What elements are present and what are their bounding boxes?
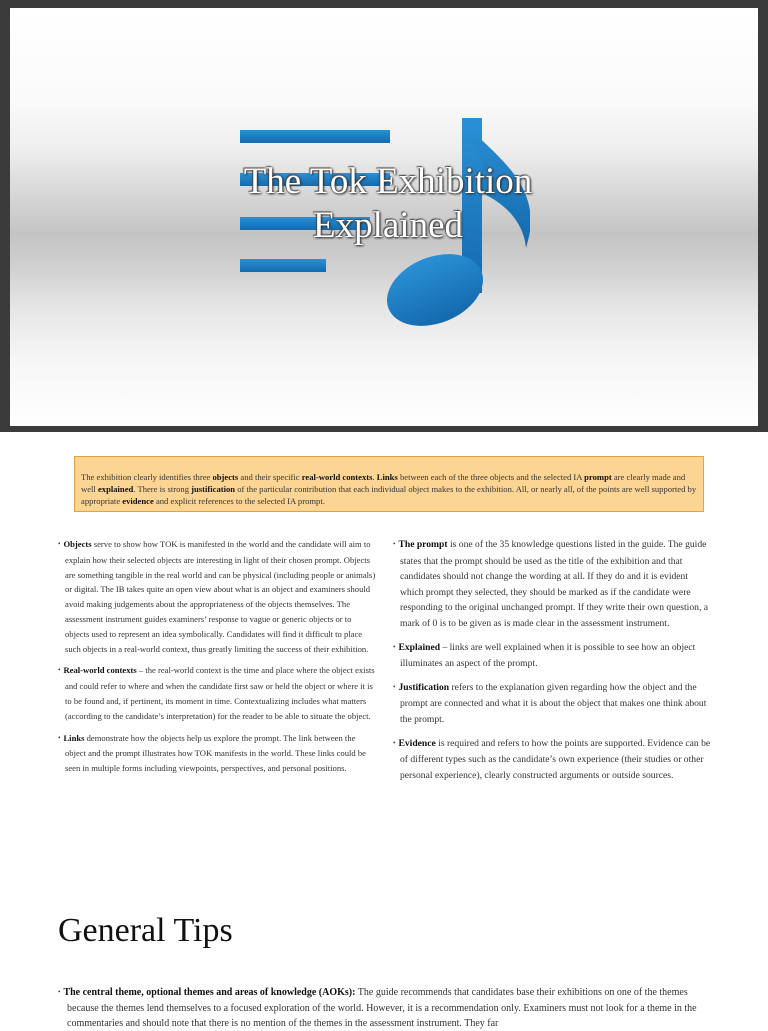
- general-tips-list: [58, 985, 718, 1031]
- summary-keyword-prompt: prompt: [584, 472, 612, 482]
- right-definitions-column: [393, 537, 713, 791]
- definition-term: Real-world contexts: [63, 665, 137, 676]
- definition-item-links: [58, 731, 376, 776]
- bullet-icon: •: [58, 988, 61, 996]
- bullet-icon: •: [393, 738, 396, 747]
- bullet-icon: •: [393, 682, 396, 691]
- summary-text: .: [372, 472, 377, 482]
- summary-text: are clearly made and well: [81, 472, 686, 494]
- definition-item-real-world-contexts: [58, 663, 376, 723]
- summary-keyword-explained: explained: [97, 484, 134, 494]
- left-definitions-column: [58, 537, 376, 783]
- definition-term: Links: [63, 732, 85, 743]
- bullet-icon: •: [58, 540, 61, 548]
- summary-keyword-links: Links: [376, 472, 398, 482]
- summary-text: of the particular contribution that each individual object makes to the exhibition. All, or nearly all, of the points are well supported by appropriate: [81, 484, 697, 506]
- bullet-icon: •: [393, 540, 396, 548]
- slide-title-line-1: The Tok Exhibition: [243, 161, 533, 202]
- summary-keyword-evidence: evidence: [122, 496, 154, 506]
- slide-title-line-2: Explained: [312, 205, 463, 246]
- summary-keyword-contexts: real-world contexts: [301, 472, 373, 482]
- definition-item-justification: [393, 680, 713, 728]
- summary-text: and their specific: [238, 472, 302, 482]
- tip-item-themes: [58, 985, 718, 1031]
- definition-item-prompt: [393, 537, 713, 632]
- bullet-icon: •: [58, 733, 61, 742]
- bullet-icon: •: [58, 666, 61, 675]
- summary-keyword-objects: objects: [212, 472, 239, 482]
- definition-item-objects: [58, 537, 376, 656]
- summary-text: and explicit references to the selected IA prompt.: [153, 496, 325, 506]
- definition-text: – links are well explained when it is possible to see how an object illuminates an aspect of the prompt.: [400, 641, 696, 670]
- summary-text: The exhibition clearly identifies three: [81, 472, 213, 482]
- assessment-summary-box: [74, 456, 704, 512]
- tip-text: The guide recommends that candidates base their exhibitions on one of the themes because the themes lend themselves to a focused exploration of the world. However, it is a recommendation only. Examiners must not look for a theme in the commentaries and should note that there is no mention of the themes in the assessment instrument. They far: [67, 987, 697, 1029]
- definition-text: is one of the 35 knowledge questions listed in the guide. The guide states that the prompt should be used as the title of the exhibition and that candidates should not change the wording at all. If they do and it is evident which prompt they selected, they should be marked as if the candidate were responding to the original unchanged prompt. If they write their own question, a mark of 0 is to be given as is made clear in the assessment instrument.: [400, 539, 708, 629]
- slide-1-frame: [0, 0, 768, 432]
- definition-text: serve to show how TOK is manifested in the world and the candidate will aim to explain how their selected objects are interesting in light of their chosen prompt. Objects are something tangible in the real world and can be physical (including people or animals) or digital. The IB takes quite an open view about what is an object and examiners should avoid making judgements about the appropriateness of the objects themselves. The assessment instrument guides examiners’ response to vague or generic objects or to objects used to represent an idea symbolically. Candidates will find it difficult to place such objects in a real-world context, thus greatly limiting the success of their exhibition.: [65, 539, 376, 654]
- definition-term: Explained: [398, 641, 441, 653]
- definition-term: Evidence: [398, 737, 436, 749]
- definition-text: demonstrate how the objects help us explore the prompt. The link between the object and the prompt illustrates how TOK manifests in the world. These links could be seen in multiple forms including viewpoints, perspectives, and personal positions.: [65, 732, 366, 774]
- definition-item-evidence: [393, 736, 713, 784]
- bullet-icon: •: [393, 642, 396, 651]
- definition-term: The prompt: [398, 539, 448, 550]
- definition-item-explained: [393, 640, 713, 672]
- definition-text: – the real-world context is the time and place where the object exists and could refer to where and when the candidate first saw or held the object or where it is to be found and, if pertinent, its moment in time. Contextualizing includes what matters (according to the candidate’s interpretation) for the reader to be able to situate the object.: [65, 665, 375, 721]
- slide-title: [10, 160, 758, 248]
- summary-text: . There is strong: [133, 484, 192, 494]
- tip-term: The central theme, optional themes and areas of knowledge (AOKs):: [63, 987, 356, 998]
- general-tips-heading: General Tips: [58, 912, 233, 949]
- definition-text: is required and refers to how the points are supported. Evidence can be of different types such as the candidate’s own experience (their studies or other personal experience), clearly constructed arguments or outside sources.: [400, 737, 711, 781]
- definition-term: Objects: [63, 539, 92, 549]
- definition-term: Justification: [398, 681, 450, 693]
- definition-text: refers to the explanation given regarding how the object and the prompt are connected and what it is about the object that makes one think about the prompt.: [400, 681, 707, 725]
- criteria-slide: [0, 432, 768, 1029]
- title-slide: [10, 8, 758, 426]
- summary-text: between each of the three objects and the selected IA: [397, 472, 585, 482]
- summary-keyword-justification: justification: [191, 484, 236, 494]
